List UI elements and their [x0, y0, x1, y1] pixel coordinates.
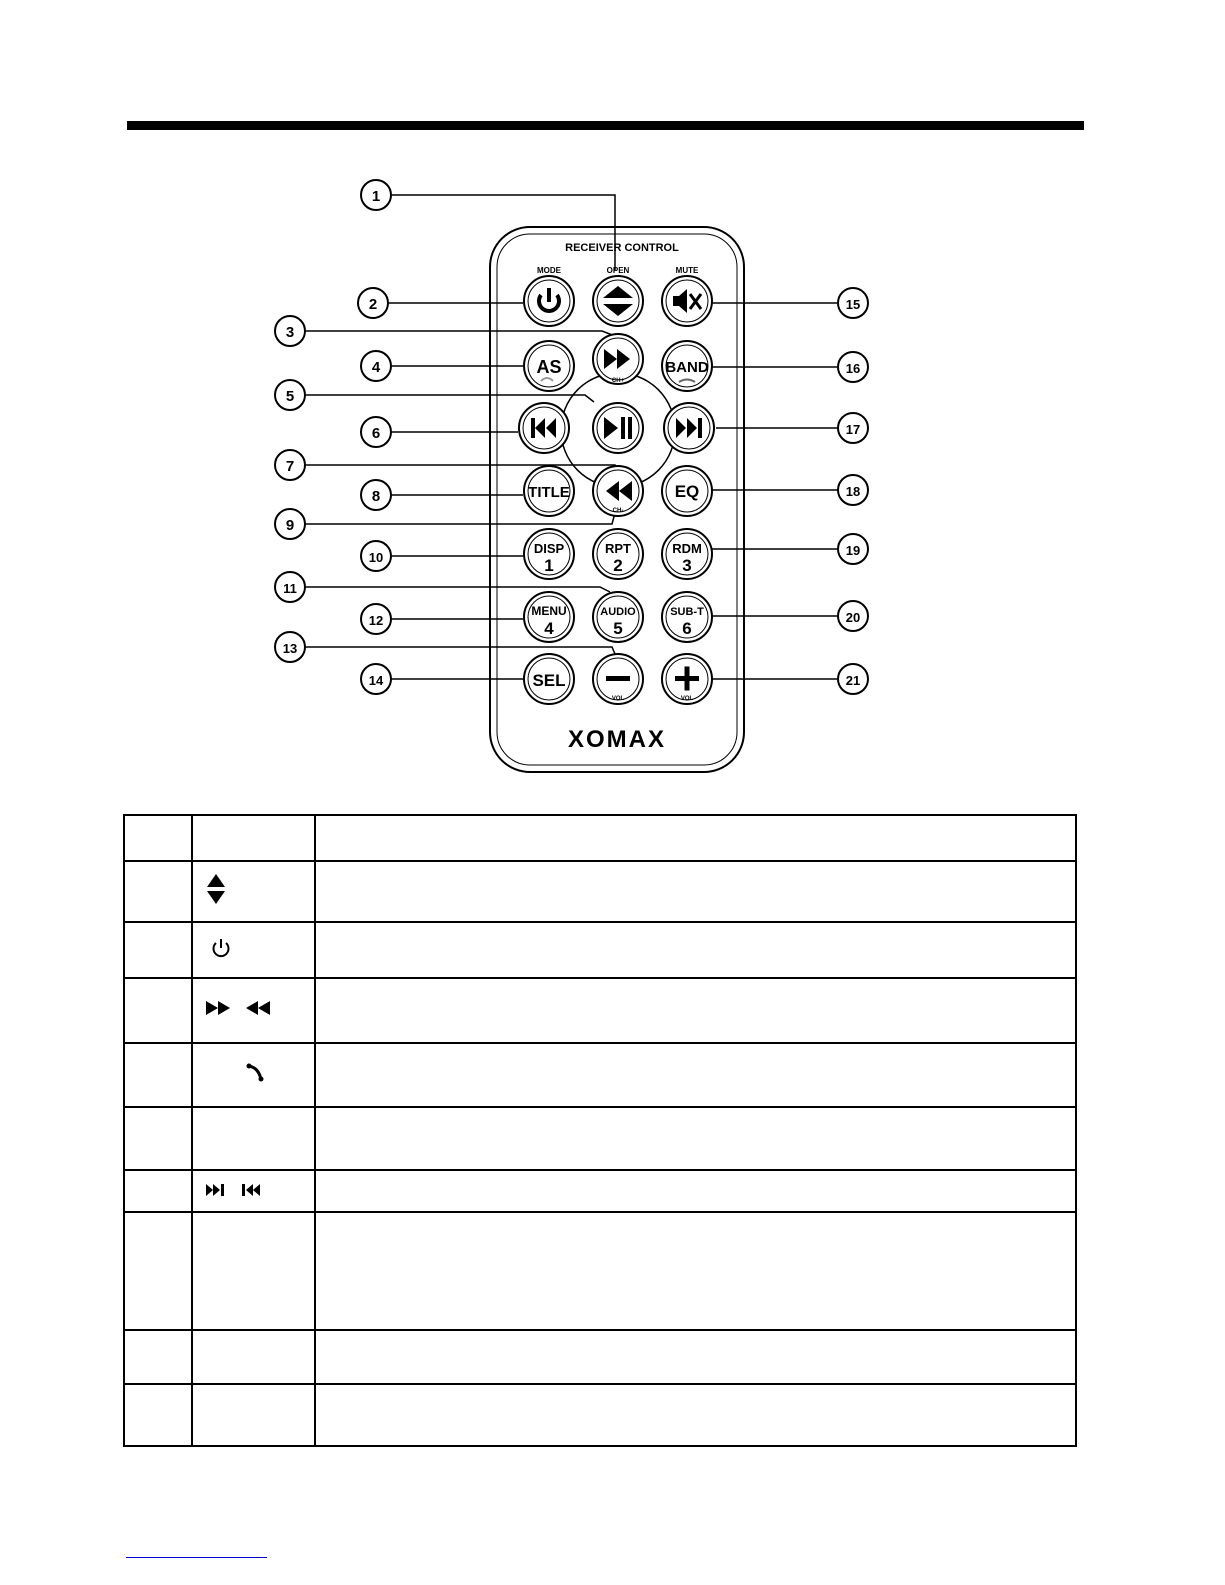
svg-text:AUDIO: AUDIO — [600, 606, 636, 618]
number-cell — [124, 1330, 192, 1384]
svg-text:DISP: DISP — [533, 541, 565, 556]
number-cell — [124, 1212, 192, 1330]
table-row — [124, 815, 1076, 861]
band-button[interactable] — [662, 341, 712, 391]
table-row — [124, 1212, 1076, 1330]
symbol-cell — [192, 1384, 315, 1446]
symbol-cell — [192, 1043, 315, 1107]
callout-10: 10 — [368, 550, 384, 565]
title-button[interactable] — [524, 466, 574, 516]
svg-text:RDM: RDM — [672, 541, 702, 556]
number-cell — [124, 1107, 192, 1170]
symbol-cell — [192, 922, 315, 978]
ch-down-rewind-button[interactable] — [593, 466, 643, 516]
table-row — [124, 1330, 1076, 1384]
symbol-cell — [192, 1330, 315, 1384]
ch-up-fast-forward-button[interactable] — [593, 334, 643, 384]
callout-15: 15 — [845, 297, 861, 312]
disp-1-button[interactable] — [524, 529, 574, 579]
callout-6: 6 — [371, 425, 381, 442]
svg-text:VOL: VOL — [611, 696, 625, 702]
description-cell — [315, 1330, 1076, 1384]
mode-power-button[interactable] — [524, 276, 574, 326]
table-row — [124, 1043, 1076, 1107]
description-cell — [315, 1043, 1076, 1107]
audio-5-button[interactable] — [593, 592, 643, 642]
callout-3: 3 — [285, 324, 295, 341]
callout-9: 9 — [285, 517, 295, 534]
callout-18: 18 — [845, 484, 861, 499]
number-cell — [124, 978, 192, 1043]
previous-icon — [240, 1183, 262, 1197]
previous-button[interactable] — [519, 403, 569, 453]
eject-icon — [205, 871, 227, 907]
callout-2: 2 — [368, 296, 378, 313]
description-cell — [315, 1384, 1076, 1446]
table-row — [124, 1170, 1076, 1212]
description-cell — [315, 978, 1076, 1043]
power-icon — [211, 937, 231, 959]
eq-button[interactable] — [662, 466, 712, 516]
number-cell — [124, 1170, 192, 1212]
symbol-cell — [192, 1107, 315, 1170]
svg-text:TITLE: TITLE — [528, 484, 570, 501]
fast-forward-icon — [205, 999, 233, 1017]
description-cell — [315, 1107, 1076, 1170]
symbol-cell — [192, 978, 315, 1043]
callout-4: 4 — [371, 359, 381, 376]
symbol-cell — [192, 861, 315, 922]
callout-21: 21 — [845, 673, 861, 688]
callout-5: 5 — [285, 388, 295, 405]
svg-text:CH+: CH+ — [611, 378, 625, 384]
svg-text:5: 5 — [613, 619, 623, 638]
rewind-icon — [244, 999, 272, 1017]
as-button[interactable] — [524, 341, 574, 391]
table-row — [124, 922, 1076, 978]
callout-7: 7 — [285, 458, 295, 475]
volume-down-button[interactable] — [593, 654, 643, 704]
number-cell — [124, 922, 192, 978]
callout-11: 11 — [283, 581, 297, 596]
brand-logo: XOMAX — [567, 726, 667, 753]
callout-8: 8 — [371, 488, 381, 505]
description-cell — [315, 1170, 1076, 1212]
footnote-link-rule — [126, 1557, 267, 1558]
svg-text:6: 6 — [682, 619, 692, 638]
table-row — [124, 1107, 1076, 1170]
table-row — [124, 978, 1076, 1043]
open-eject-button[interactable] — [593, 276, 643, 326]
number-cell — [124, 1384, 192, 1446]
callout-16: 16 — [845, 361, 861, 376]
description-cell — [315, 1212, 1076, 1330]
svg-text:BAND: BAND — [665, 359, 709, 376]
callout-1: 1 — [371, 188, 381, 205]
mute-label: MUTE — [675, 266, 699, 275]
open-label: OPEN — [606, 266, 630, 275]
svg-text:3: 3 — [682, 556, 692, 575]
sel-button[interactable] — [524, 654, 574, 704]
svg-text:1: 1 — [544, 556, 554, 575]
description-cell — [315, 922, 1076, 978]
callout-20: 20 — [845, 610, 861, 625]
svg-text:MENU: MENU — [531, 604, 567, 618]
svg-text:RPT: RPT — [605, 541, 631, 556]
number-cell — [124, 815, 192, 861]
volume-up-button[interactable] — [662, 654, 712, 704]
callout-19: 19 — [845, 543, 861, 558]
remote-header: RECEIVER CONTROL — [565, 242, 679, 254]
subt-6-button[interactable] — [662, 592, 712, 642]
symbol-cell — [192, 815, 315, 861]
rpt-2-button[interactable] — [593, 529, 643, 579]
callout-14: 14 — [368, 673, 384, 688]
number-cell — [124, 861, 192, 922]
table-row — [124, 861, 1076, 922]
rdm-3-button[interactable] — [662, 529, 712, 579]
callout-17: 17 — [845, 422, 861, 437]
number-cell — [124, 1043, 192, 1107]
mute-button[interactable] — [662, 276, 712, 326]
table-row — [124, 1384, 1076, 1446]
minus-icon — [606, 676, 630, 681]
svg-text:AS: AS — [536, 357, 562, 377]
description-cell — [315, 815, 1076, 861]
next-icon — [205, 1183, 227, 1197]
svg-text:SUB-T: SUB-T — [670, 606, 704, 618]
next-button[interactable] — [664, 403, 714, 453]
svg-text:4: 4 — [544, 619, 554, 638]
description-cell — [315, 861, 1076, 922]
svg-text:SEL: SEL — [532, 671, 566, 690]
callout-13: 13 — [282, 641, 298, 656]
button-function-table — [123, 814, 1077, 1447]
symbol-cell — [192, 1212, 315, 1330]
svg-text:VOL: VOL — [680, 696, 694, 702]
symbol-cell — [192, 1170, 315, 1212]
play-pause-button[interactable] — [593, 403, 643, 453]
phone-icon — [245, 1063, 265, 1083]
menu-4-button[interactable] — [524, 592, 574, 642]
mode-label: MODE — [537, 266, 561, 275]
svg-text:CH-: CH- — [612, 508, 624, 514]
callout-12: 12 — [368, 613, 384, 628]
svg-text:EQ: EQ — [674, 482, 700, 501]
svg-text:2: 2 — [613, 556, 623, 575]
